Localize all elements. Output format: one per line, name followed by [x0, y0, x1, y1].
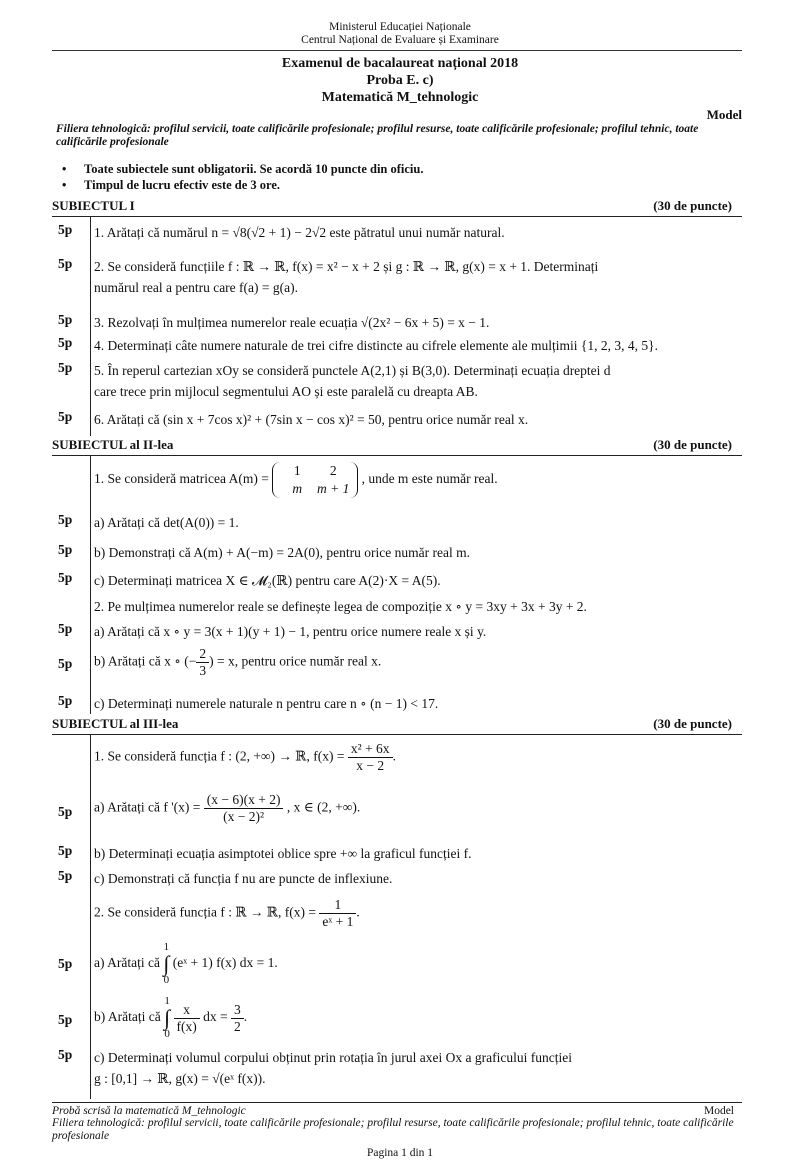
score-label: 5p [58, 222, 73, 237]
question-text: 3. Rezolvați în mulțimea numerelor reale ecuația √(2x² − 6x + 5) = x − 1. [94, 315, 490, 330]
fraction-num: 3 [231, 1002, 244, 1019]
instructions-list [56, 161, 746, 193]
score-label: 5p [58, 570, 73, 585]
score-label: 5p [58, 1012, 73, 1027]
matrix-a [272, 462, 358, 498]
question-text: 2. Pe mulțimea numerelor reale se definește legea de compoziție x ∘ y = 3xy + 3x + 3y + 2. [94, 599, 587, 614]
integral-upper: 1 [164, 995, 170, 1007]
score-label: 5p [58, 656, 73, 671]
integral-sign: 1 ∫ 0 [163, 941, 170, 986]
section-title: SUBIECTUL al II-lea [52, 437, 174, 452]
fraction [196, 646, 209, 679]
text-part: , x ∈ (2, +∞). [286, 799, 361, 815]
footer-right: Model [703, 1105, 734, 1117]
score-label: 5p [58, 512, 73, 527]
score-label: 5p [58, 843, 73, 858]
question-text: c) Determinați numerele naturale n pentru care n ∘ (n − 1) < 17. [94, 696, 439, 711]
text-part: a) Arătați că [94, 955, 160, 971]
question-text: 2. Se consideră funcția f : ℝ → ℝ, f(x) = $\frac{1}{\text{eˣ + 1}}$ . [94, 897, 360, 929]
question-text [94, 792, 730, 825]
matrix-cell: 2 [329, 463, 337, 478]
header-divider [52, 50, 742, 51]
score-label: 5p [58, 542, 73, 557]
score-label: 5p [58, 256, 73, 271]
fraction-den: 2 [234, 1018, 241, 1034]
text-part: b) Arătați că x ∘ [94, 653, 181, 669]
matrix-cell: 1 [293, 463, 301, 478]
filiera-text: Filiera tehnologică: profilul servicii, toate calificările profesionale; profilul resurse, toate calificările profesionale; profilul tehnic, toate calificările profesionale [56, 123, 699, 148]
text-part: b) Arătați că [94, 1009, 161, 1025]
score-label: 5p [58, 621, 73, 636]
integral-sign: 1 ∫ 0 [164, 995, 171, 1040]
question-line: c) Determinați volumul corpului obținut prin rotația în jurul axei Ox a graficului funcției [94, 1050, 572, 1065]
question-text: 6. Arătați că (sin x + 7cos x)² + (7sin x − cos x)² = 50, pentru orice număr real x. [94, 412, 529, 427]
text-part: = x, pentru orice număr real x. [216, 653, 382, 669]
section-points: (30 de puncte) [653, 437, 732, 452]
fraction [231, 1002, 244, 1035]
question-text [94, 942, 730, 986]
question-text [94, 1047, 730, 1089]
ministry-name: Ministerul Educației Naționale [329, 21, 471, 33]
section-header-2 [52, 437, 742, 456]
page-number: Pagina 1 din 1 [366, 1147, 434, 1159]
score-label: 5p [58, 956, 73, 971]
exam-proba: Proba E. c) [366, 73, 434, 88]
score-label: 5p [58, 335, 73, 350]
question-line: numărul real a pentru care f(a) = g(a). [94, 280, 298, 295]
instruction-item: • Toate subiectele sunt obligatorii. Se acordă 10 puncte din oficiu. [56, 161, 746, 177]
section-header-1 [52, 198, 742, 217]
question-text: b) Arătați că x ∘ (− $\frac{2}{3}$ ) = x, pentru orice număr real x. [94, 646, 382, 678]
text-part: 2. Se consideră funcția f : ℝ → ℝ, f(x) = [94, 904, 316, 920]
score-label: 5p [58, 312, 73, 327]
fraction-den: f(x) [176, 1018, 197, 1034]
question-text: 4. Determinați câte numere naturale de trei cifre distincte au cifrele elemente ale mulțimii {1, 2, 3, 4, 5}. [94, 338, 658, 353]
section-points: (30 de puncte) [653, 198, 732, 213]
integral-upper: 1 [163, 941, 170, 953]
fraction-num: 2 [196, 646, 209, 663]
fraction [348, 741, 393, 774]
fraction-num: x [174, 1002, 200, 1019]
question-line: care trece prin mijlocul segmentului AO și este paralelă cu dreapta AB. [94, 384, 478, 399]
fraction-den: x − 2 [356, 758, 385, 773]
question-text [94, 256, 730, 298]
text-part: (eˣ + 1) f(x) dx = 1. [172, 955, 278, 971]
question-text: 1. Se consideră funcția f : (2, +∞) → ℝ, f(x) = $\frac{\text{x² + 6x}}{x - 2}$ . [94, 741, 396, 773]
text-part: dx = [203, 1009, 228, 1025]
fraction-den: 3 [199, 663, 207, 678]
score-label: 5p [58, 1047, 73, 1062]
fraction-num: 1 [319, 897, 356, 914]
instruction-item: • Timpul de lucru efectiv este de 3 ore. [56, 177, 746, 193]
score-column-line [90, 217, 91, 436]
section-points: (30 de puncte) [653, 716, 732, 731]
text-part: , unde m este număr real. [361, 471, 498, 487]
exam-subject: Matematică M_tehnologic [321, 90, 479, 105]
question-text: c) Demonstrați că funcția f nu are puncte de inflexiune. [94, 871, 393, 886]
exam-title: Examenul de bacalaureat național 2018 [281, 56, 519, 71]
score-column-line [90, 456, 91, 714]
fraction [319, 897, 356, 930]
question-text: b) Determinați ecuația asimptotei oblice spre +∞ la graficul funcției f. [94, 846, 472, 861]
score-label: 5p [58, 360, 73, 375]
question-text: b) Arătați că 1 ∫ 0 $\frac{x}{f(x)}$ dx = $\frac{3}{2}$ . [94, 995, 248, 1040]
footer-line [52, 1102, 742, 1118]
question-text: b) Demonstrați că A(m) + A(−m) = 2A(0), pentru orice număr real m. [94, 545, 470, 560]
fraction-num: (x − 6)(x + 2) [204, 792, 284, 809]
integral-lower: 0 [163, 974, 170, 986]
question-text [94, 462, 730, 498]
question-text: c) Determinați matricea X ∈ 𝓜₂(ℝ) pentru care A(2)·X = A(5). [94, 573, 441, 588]
model-label: Model [706, 107, 742, 122]
score-label: 5p [58, 693, 73, 708]
question-text: a) Arătați că x ∘ y = 3(x + 1)(y + 1) − 1, pentru orice numere reale x și y. [94, 624, 487, 639]
matrix-cell: m [292, 481, 303, 496]
score-label: 5p [58, 804, 73, 819]
fraction-num: x² + 6x [348, 741, 393, 758]
section-header-3 [52, 716, 742, 735]
center-name: Centrul Național de Evaluare și Examinare [301, 34, 499, 46]
integral-lower: 0 [164, 1028, 170, 1040]
text-part: a) Arătați că f '(x) = [94, 799, 201, 815]
section-title: SUBIECTUL al III-lea [52, 716, 179, 731]
score-label: 5p [58, 409, 73, 424]
question-text [94, 360, 730, 402]
text-part: 1. Se consideră matricea A(m) = [94, 471, 269, 487]
question-line: 5. În reperul cartezian xOy se consideră punctele A(2,1) și B(3,0). Determinați ecuația dreptei d [94, 363, 611, 378]
matrix-cell: m + 1 [317, 481, 350, 496]
score-label: 5p [58, 868, 73, 883]
question-text: a) Arătați că det(A(0)) = 1. [94, 515, 239, 530]
question-line: g : [0,1] → ℝ, g(x) = √(eˣ f(x)). [94, 1071, 266, 1086]
fraction [204, 792, 284, 825]
footer-filiera: Filiera tehnologică: profilul servicii, toate calificările profesionale; profilul resurse, toate calificările profesionale; profilul tehnic, toate calificările profesionale [52, 1117, 734, 1142]
section-title: SUBIECTUL I [52, 198, 135, 213]
question-text: 1. Arătați că numărul n = √8(√2 + 1) − 2√2 este pătratul unui număr natural. [94, 225, 505, 240]
text-part: 1. Se consideră funcția f : (2, +∞) → ℝ, f(x) = [94, 748, 345, 764]
question-line: 2. Se consideră funcțiile f : ℝ → ℝ, f(x) = x² − x + 2 și g : ℝ → ℝ, g(x) = x + 1. Determinați [94, 259, 599, 274]
fraction-den: eˣ + 1 [322, 914, 354, 929]
fraction [174, 1002, 200, 1035]
footer-left: Probă scrisă la matematică M_tehnologic [52, 1105, 246, 1117]
score-column-line [90, 735, 91, 1099]
fraction-den: (x − 2)² [223, 809, 265, 824]
